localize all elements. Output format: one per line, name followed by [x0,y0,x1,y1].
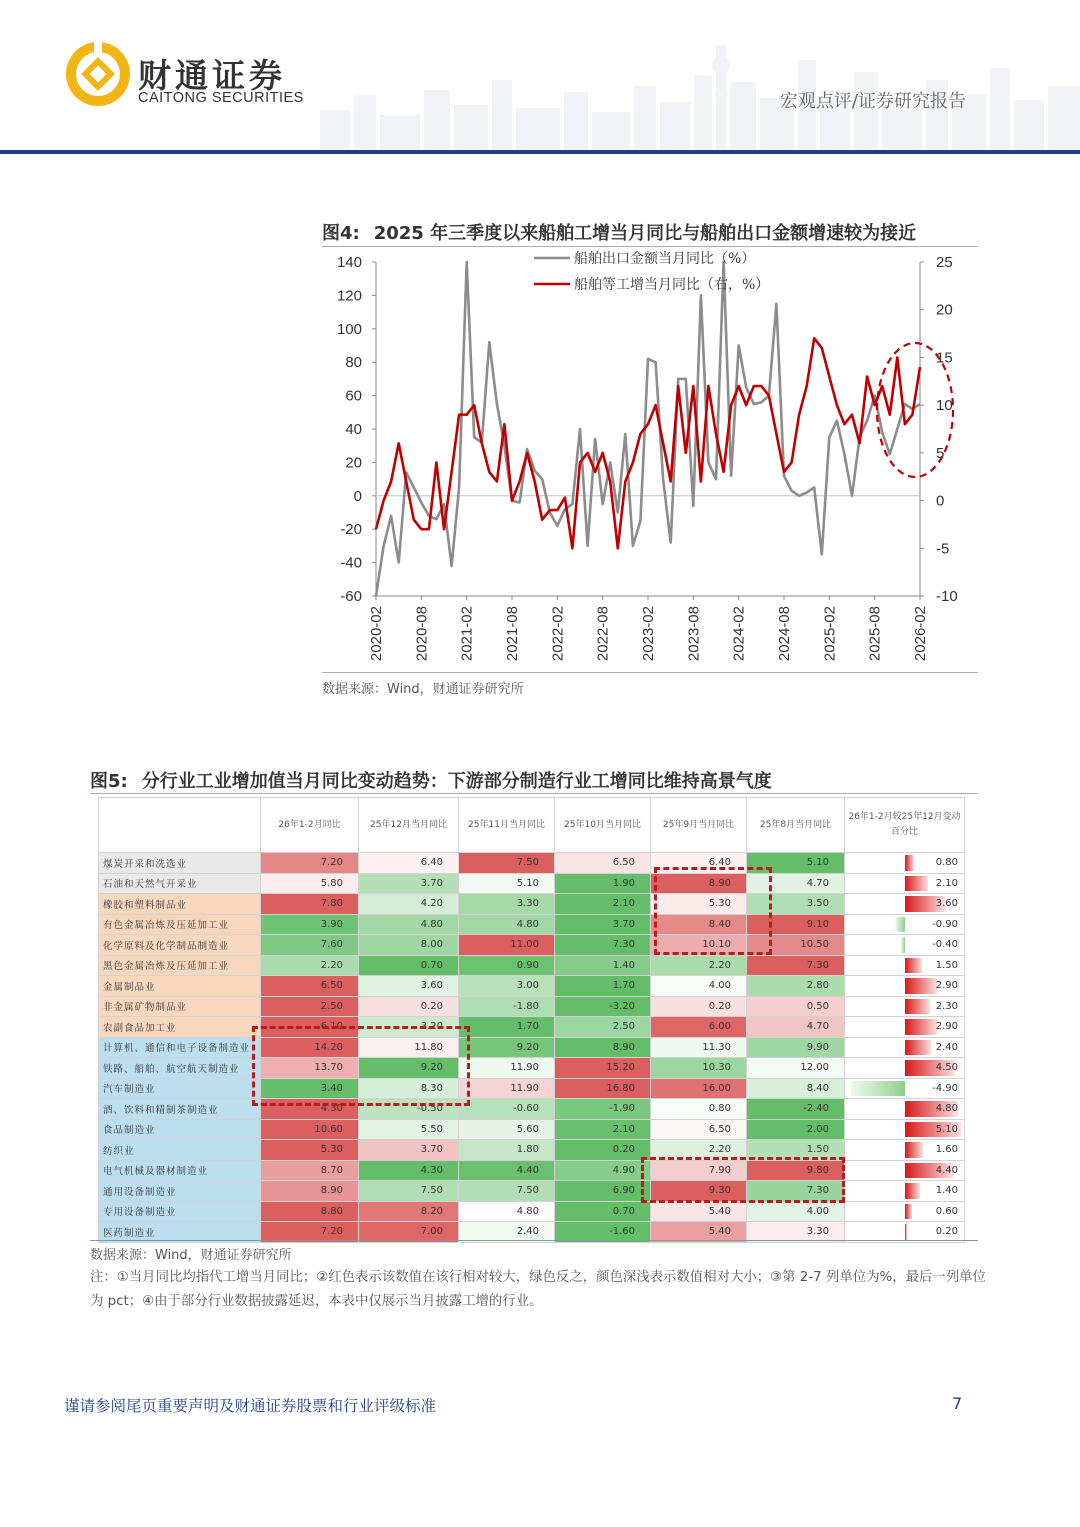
change-value: -4.90 [932,1082,958,1094]
industry-label: 煤炭开采和洗选业 [99,853,261,874]
value-cell: 11.00 [459,935,555,956]
value-cell: 4.30 [359,1160,459,1181]
value-cell: 4.70 [747,873,845,894]
figure5-bottom-rule [90,1240,978,1241]
value-cell: -0.60 [459,1099,555,1120]
value-cell: 0.70 [359,955,459,976]
x-tick-label: 2026-02 [912,606,929,662]
value-cell: 8.90 [651,873,747,894]
change-bar [905,958,922,974]
figure4-number: 图4: [322,223,360,244]
value-cell: 3.30 [459,894,555,915]
change-cell [845,1058,965,1079]
value-cell: 5.40 [651,1201,747,1222]
industry-label: 电气机械及器材制造业 [99,1160,261,1181]
value-cell: 0.50 [747,996,845,1017]
city-skyline-watermark [320,20,1080,150]
value-cell: 0.70 [555,1201,651,1222]
table-row [99,1099,965,1120]
x-tick-label: 2021-02 [458,606,476,662]
header-col-2: 25年12月当月同比 [359,798,459,853]
figure4-title-text: 2025 年三季度以来船舶工增当月同比与船舶出口金额增速较为接近 [373,223,917,244]
value-cell: 8.40 [651,914,747,935]
value-cell: -1.90 [555,1099,651,1120]
change-cell [845,935,965,956]
value-cell: 7.20 [261,1222,359,1243]
x-tick-label: 2024-08 [776,606,793,662]
value-cell: 6.40 [651,853,747,874]
x-tick-label: 2023-08 [685,606,703,662]
industry-label: 酒、饮料和精制茶制造业 [99,1099,261,1120]
value-cell: 13.70 [261,1058,359,1079]
value-cell: 3.00 [459,976,555,997]
left-tick-label: 40 [345,421,362,438]
change-bar [895,917,905,933]
change-cell [845,1222,965,1243]
value-cell: 1.80 [459,1140,555,1161]
change-bar [851,1081,905,1097]
value-cell: 2.10 [555,1119,651,1140]
value-cell: 2.40 [459,1222,555,1243]
figure4-bottom-rule [322,672,978,673]
value-cell: 6.50 [555,853,651,874]
value-cell: 0.90 [459,955,555,976]
value-cell: 5.30 [651,894,747,915]
value-cell: 3.70 [359,873,459,894]
value-cell: 9.90 [747,1037,845,1058]
value-cell: 2.10 [555,894,651,915]
value-cell: 8.90 [261,1181,359,1202]
legend-label: 船舶出口金额当月同比（%） [574,251,756,267]
value-cell: 10.50 [747,935,845,956]
value-cell: 11.80 [359,1037,459,1058]
value-cell: 9.30 [651,1181,747,1202]
left-tick-label: 20 [345,454,362,472]
value-cell: 2.80 [747,976,845,997]
change-value: 5.10 [935,1123,958,1135]
left-tick-label: 120 [336,287,362,305]
change-value: 4.40 [935,1164,958,1176]
industry-label: 铁路、船舶、航空航天制造业 [99,1058,261,1079]
table-header-row [99,798,965,853]
value-cell: 7.30 [747,1181,845,1202]
value-cell: 3.20 [359,1017,459,1038]
x-tick-label: 2022-02 [549,606,567,662]
value-cell: 2.00 [747,1119,845,1140]
left-tick-label: 80 [345,354,362,372]
change-cell [845,1160,965,1181]
value-cell: 7.00 [359,1222,459,1243]
highlight-box [252,1026,470,1106]
table-row [99,996,965,1017]
value-cell: 8.80 [261,1201,359,1222]
value-cell: 7.60 [261,935,359,956]
value-cell: 6.90 [555,1181,651,1202]
right-tick-label: 20 [936,301,953,319]
change-cell [845,1119,965,1140]
value-cell: 9.20 [459,1037,555,1058]
change-cell [845,853,965,874]
value-cell: 8.70 [261,1160,359,1181]
change-value: 4.50 [935,1062,958,1074]
change-value: 1.40 [935,1185,958,1197]
change-value: 4.80 [935,1103,958,1115]
header-col-6: 25年8月当月同比 [747,798,845,853]
x-tick-label: 2020-02 [368,606,385,662]
figure5-title-rule [90,793,978,794]
value-cell: 4.40 [459,1160,555,1181]
report-type: 宏观点评/证券研究报告 [779,91,966,112]
value-cell: 2.50 [555,1017,651,1038]
value-cell: 4.70 [747,1017,845,1038]
x-tick-label: 2021-08 [504,606,521,662]
left-tick-label: 60 [345,387,362,405]
highlight-box [641,1157,845,1203]
value-cell: 1.70 [555,976,651,997]
value-cell: 3.70 [359,1140,459,1161]
change-bar [901,937,905,953]
change-bar [905,855,914,871]
figure4-title [322,219,916,245]
change-value: 0.80 [935,857,958,869]
change-bar [905,1142,923,1158]
change-value: 3.60 [935,898,958,910]
value-cell: 2.50 [261,996,359,1017]
industry-label: 橡胶和塑料制品业 [99,894,261,915]
right-tick-label: -5 [936,540,950,558]
value-cell: 4.90 [555,1160,651,1181]
industry-label: 专用设备制造业 [99,1201,261,1222]
value-cell: 15.20 [555,1058,651,1079]
value-cell: 9.20 [359,1058,459,1079]
value-cell: 8.00 [359,935,459,956]
left-tick-label: 0 [353,487,362,505]
brand-name-cn: 财通证券 [138,56,286,95]
table-row [99,1058,965,1079]
value-cell: -1.80 [459,996,555,1017]
right-tick-label: 5 [936,444,945,462]
change-bar [905,978,937,994]
value-cell: -1.60 [555,1222,651,1243]
table-row [99,853,965,874]
value-cell: 7.30 [747,955,845,976]
value-cell: 3.60 [359,976,459,997]
left-tick-label: 100 [336,320,362,338]
x-tick-label: 2022-08 [594,606,612,662]
table-row [99,1078,965,1099]
value-cell: 8.90 [555,1037,651,1058]
x-tick-label: 2025-02 [821,606,839,662]
change-bar [905,999,930,1015]
value-cell: 6.40 [359,853,459,874]
right-tick-label: -10 [936,588,958,605]
industry-label: 农副食品加工业 [99,1017,261,1038]
right-tick-label: 25 [936,254,953,271]
change-bar [905,1204,912,1220]
value-cell: 10.60 [261,1119,359,1140]
value-cell: 4.00 [651,976,747,997]
value-cell: 3.40 [261,1078,359,1099]
industry-label: 计算机、通信和电子设备制造业 [99,1037,261,1058]
header-col-7: 26年1-2月较25年12月变动百分比 [845,798,965,853]
figure5-title-text: 分行业工业增加值当月同比变动趋势：下游部分制造行业工增同比维持高景气度 [141,771,772,792]
change-value: -0.40 [932,939,958,951]
x-tick-label: 2025-08 [866,606,884,662]
value-cell: 6.50 [261,976,359,997]
footer-disclaimer: 谨请参阅尾页重要声明及财通证券股票和行业评级标准 [64,1397,437,1415]
value-cell: 4.80 [459,1201,555,1222]
figure4-title-rule [322,246,978,247]
change-cell [845,955,965,976]
value-cell: 4.30 [261,1099,359,1120]
figure4-source: 数据来源：Wind，财通证券研究所 [322,682,524,697]
value-cell: 5.50 [359,1119,459,1140]
value-cell: 4.80 [459,914,555,935]
change-value: 2.40 [935,1041,958,1053]
change-cell [845,996,965,1017]
right-tick-label: 0 [936,492,945,510]
change-value: -0.90 [932,918,958,930]
value-cell: 7.20 [261,853,359,874]
figure5-title [90,767,772,793]
x-tick-label: 2020-08 [413,606,431,662]
value-cell: 7.50 [359,1181,459,1202]
change-bar [905,1183,920,1199]
value-cell: -0.50 [359,1099,459,1120]
value-cell: 4.80 [359,914,459,935]
table-row [99,1201,965,1222]
value-cell: -3.20 [555,996,651,1017]
brand-name-en: CAITONG SECURITIES [138,90,304,106]
industry-label: 黑色金属冶炼及压延加工业 [99,955,261,976]
value-cell: 8.40 [747,1078,845,1099]
value-cell: 5.30 [261,1140,359,1161]
value-cell: 5.10 [747,853,845,874]
right-tick-label: 15 [936,349,953,367]
value-cell: 9.10 [747,914,845,935]
legend-label: 船舶等工增当月同比（右，%） [574,277,770,293]
value-cell: 3.50 [747,894,845,915]
value-cell: 10.10 [651,935,747,956]
value-cell: 14.20 [261,1037,359,1058]
value-cell: 7.80 [261,894,359,915]
left-tick-label: 140 [336,254,362,271]
change-value: 2.30 [935,1000,958,1012]
left-tick-label: -60 [340,588,362,605]
value-cell: 5.60 [459,1119,555,1140]
value-cell: 7.50 [459,1181,555,1202]
change-value: 2.10 [935,877,958,889]
header-industry [99,798,261,853]
table-row [99,1017,965,1038]
table-row [99,873,965,894]
change-cell [845,914,965,935]
value-cell: 0.20 [651,996,747,1017]
value-cell: 3.70 [555,914,651,935]
value-cell: 7.30 [555,935,651,956]
value-cell: 1.90 [555,873,651,894]
value-cell: 4.00 [747,1201,845,1222]
figure5-number: 图5: [90,771,128,792]
value-cell: 3.30 [747,1222,845,1243]
page-header [0,0,1080,156]
value-cell: -2.40 [747,1099,845,1120]
header-rule [0,150,1080,154]
change-cell [845,976,965,997]
change-value: 0.60 [935,1205,958,1217]
value-cell: 6.10 [261,1017,359,1038]
figure5-note: 注：①当月同比均指代工增当月同比；②红色表示该数值在该行相对较大，绿色反之，颜色深浅表示数值相对大小；③第 2-7 列单位为%，最后一列单位为 pct；④由于部分行业数据披露延迟，本表中仅展示当月披露工增的行业。 [90,1270,986,1309]
value-cell: 8.20 [359,1201,459,1222]
left-tick-label: -40 [340,554,362,572]
change-cell [845,894,965,915]
change-bar [905,1040,931,1056]
value-cell: 12.00 [747,1058,845,1079]
value-cell: 0.80 [651,1099,747,1120]
x-tick-label: 2023-02 [640,606,657,662]
right-tick-label: 10 [936,397,953,415]
industry-label: 通用设备制造业 [99,1181,261,1202]
change-value: 2.90 [935,1021,958,1033]
change-cell [845,873,965,894]
industry-label: 有色金属冶炼及压延加工业 [99,914,261,935]
table-row [99,1119,965,1140]
industry-label: 医药制造业 [99,1222,261,1243]
left-tick-label: -20 [340,521,362,539]
value-cell: 0.20 [555,1140,651,1161]
value-cell: 4.20 [359,894,459,915]
value-cell: 2.20 [651,1140,747,1161]
value-cell: 11.90 [459,1058,555,1079]
value-cell: 16.80 [555,1078,651,1099]
value-cell: 6.50 [651,1119,747,1140]
page-number: 7 [952,1394,963,1413]
value-cell: 2.20 [651,955,747,976]
value-cell: 9.80 [747,1160,845,1181]
value-cell: 2.20 [261,955,359,976]
header-col-3: 25年11月当月同比 [459,798,555,853]
value-cell: 11.30 [651,1037,747,1058]
table-row [99,894,965,915]
value-cell: 5.40 [651,1222,747,1243]
highlight-box [654,867,772,955]
change-cell [845,1201,965,1222]
header-col-4: 25年10月当月同比 [555,798,651,853]
change-cell [845,1037,965,1058]
value-cell: 3.90 [261,914,359,935]
industry-label: 金属制品业 [99,976,261,997]
change-bar [905,876,928,892]
industry-label: 非金属矿物制品业 [99,996,261,1017]
x-tick-label: 2024-02 [730,606,748,662]
change-bar [905,1224,907,1240]
value-cell: 5.10 [459,873,555,894]
value-cell: 16.00 [651,1078,747,1099]
header-col-1: 26年1-2月同比 [261,798,359,853]
value-cell: 1.40 [555,955,651,976]
change-value: 1.50 [935,959,958,971]
caitong-logo-icon [64,40,132,108]
change-value: 2.90 [935,980,958,992]
value-cell: 7.90 [651,1160,747,1181]
change-cell [845,1140,965,1161]
change-cell [845,1181,965,1202]
change-value: 0.20 [935,1226,958,1238]
figure5-source: 数据来源：Wind，财通证券研究所 [90,1248,292,1263]
change-bar [905,1019,937,1035]
table-row [99,1222,965,1243]
table-row [99,955,965,976]
change-value: 1.60 [935,1144,958,1156]
industry-label: 化学原料及化学制品制造业 [99,935,261,956]
table-row [99,914,965,935]
change-cell [845,1017,965,1038]
change-cell [845,1078,965,1099]
industry-label: 石油和天然气开采业 [99,873,261,894]
value-cell: 1.50 [747,1140,845,1161]
figure4-chart [320,248,980,673]
value-cell: 5.80 [261,873,359,894]
industry-label: 汽车制造业 [99,1078,261,1099]
table-row [99,935,965,956]
value-cell: 7.50 [459,853,555,874]
industry-label: 食品制造业 [99,1119,261,1140]
value-cell: 10.30 [651,1058,747,1079]
industry-label: 纺织业 [99,1140,261,1161]
table-row [99,976,965,997]
value-cell: 11.90 [459,1078,555,1099]
header-col-5: 25年9月当月同比 [651,798,747,853]
value-cell: 0.20 [359,996,459,1017]
value-cell: 6.00 [651,1017,747,1038]
value-cell: 8.30 [359,1078,459,1099]
table-row [99,1037,965,1058]
value-cell: 1.70 [459,1017,555,1038]
change-cell [845,1099,965,1120]
